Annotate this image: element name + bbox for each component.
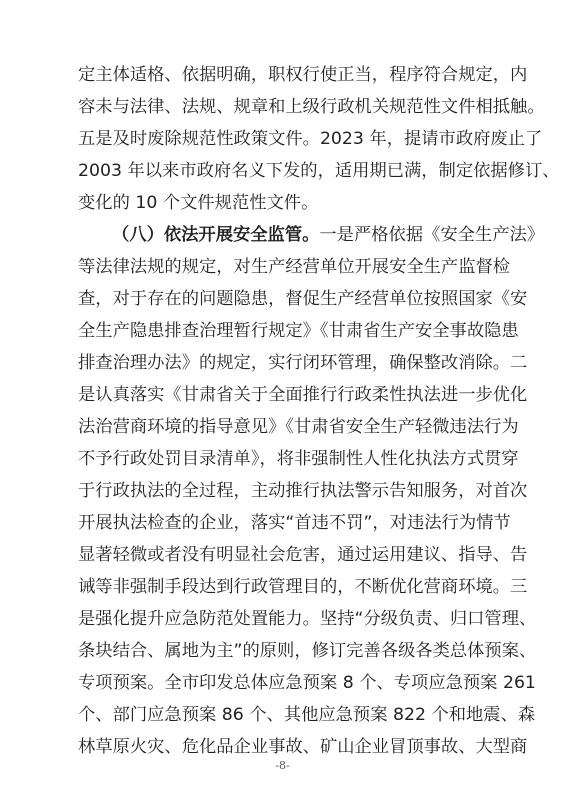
text-line: 条块结合、属地为主”的原则，修订完善各级各类总体预案、 bbox=[78, 641, 537, 661]
text-line: 法治营商环境的指导意见》《甘肃省安全生产轻微违法行为 bbox=[78, 417, 519, 437]
text-span: 一是严格依据《安全生产法》 bbox=[319, 225, 545, 245]
text-line: 于行政执法的全过程，主动推行执法警示告知服务，对首次 bbox=[78, 481, 528, 501]
text-line: 是认真落实《甘肃省关于全面推行行政柔性执法进一步优化 bbox=[78, 385, 528, 405]
text-line: 排查治理办法》的规定，实行闭环管理，确保整改消除。二 bbox=[78, 353, 528, 373]
text-line: 专项预案。全市印发总体应急预案 8 个、专项应急预案 261 bbox=[78, 673, 536, 693]
text-line: 开展执法检查的企业，落实“首违不罚”，对违法行为情节 bbox=[78, 513, 511, 533]
page-number: -8- bbox=[275, 759, 290, 772]
section-heading: （八）依法开展安全监管。 bbox=[112, 225, 320, 245]
text-line: 等法律法规的规定，对生产经营单位开展安全生产监督检 bbox=[78, 257, 511, 277]
section-heading-line bbox=[112, 223, 545, 247]
text-line: 容未与法律、法规、规章和上级行政机关规范性文件相抵触。 bbox=[78, 97, 545, 117]
text-line: 2003 年以来市政府名义下发的，适用期已满，制定依据修订、 bbox=[78, 161, 560, 181]
text-line: 林草原火灾、危化品企业事故、矿山企业冒顶事故、大型商 bbox=[78, 737, 528, 757]
text-line: 变化的 10 个文件规范性文件。 bbox=[78, 193, 319, 213]
text-line: 个、部门应急预案 86 个、其他应急预案 822 个和地震、森 bbox=[78, 705, 536, 725]
text-line: 诫等非强制手段达到行政管理目的，不断优化营商环境。三 bbox=[78, 577, 528, 597]
text-line: 五是及时废除规范性政策文件。2023 年，提请市政府废止了 bbox=[78, 129, 543, 149]
text-line: 定主体适格、依据明确，职权行使正当，程序符合规定，内 bbox=[78, 65, 528, 85]
text-line: 全生产隐患排查治理暂行规定》《甘肃省生产安全事故隐患 bbox=[78, 321, 519, 341]
text-line: 查，对于存在的问题隐患，督促生产经营单位按照国家《安 bbox=[78, 289, 528, 309]
text-line: 显著轻微或者没有明显社会危害，通过运用建议、指导、告 bbox=[78, 545, 528, 565]
text-line: 是强化提升应急防范处置能力。坚持“分级负责、归口管理、 bbox=[78, 609, 537, 629]
text-line: 不予行政处罚目录清单》，将非强制性人性化执法方式贯穿 bbox=[78, 449, 519, 469]
